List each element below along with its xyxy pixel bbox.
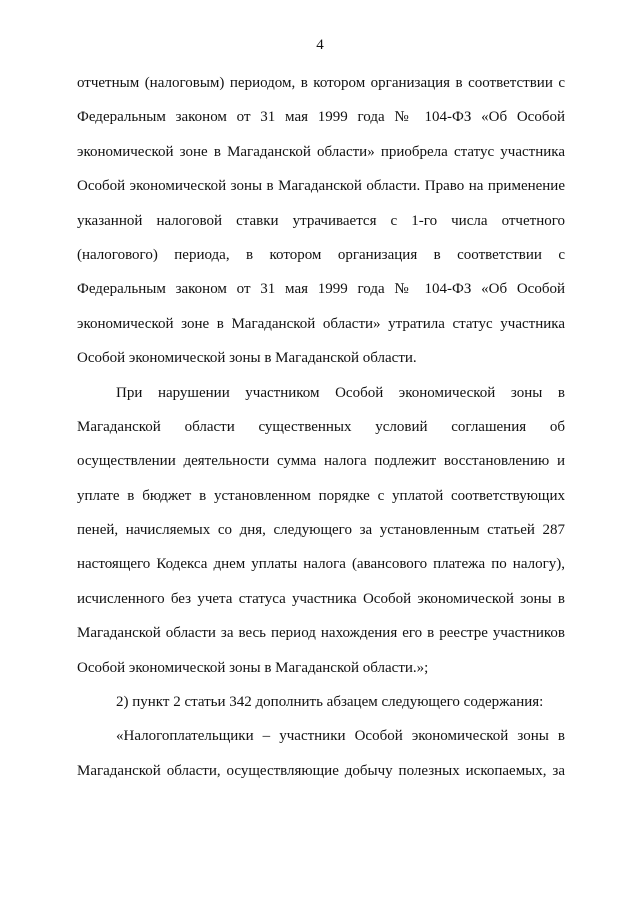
- text-line: отчетным (налоговым) периодом, в котором организация в соответствии с: [77, 75, 565, 91]
- text-line: исчисленного без учета статуса участника Особой экономической зоны в: [77, 590, 565, 607]
- text-line: Особой экономической зоны в Магаданской области.»;: [77, 659, 429, 676]
- text-line: Федеральным законом от 31 мая 1999 года № 104-ФЗ «Об Особой: [77, 109, 565, 126]
- text-line: Магаданской области, осуществляющие добычу полезных ископаемых, за: [77, 762, 565, 779]
- text-line: настоящего Кодекса днем уплаты налога (авансового платежа по налогу),: [77, 556, 565, 573]
- text-line: уплате в бюджет в установленном порядке с уплатой соответствующих: [77, 487, 565, 504]
- text-line: пеней, начисляемых со дня, следующего за установленным статьей 287: [77, 522, 565, 539]
- text-line: указанной налоговой ставки утрачивается с 1-го числа отчетного: [77, 212, 565, 229]
- body-text: [77, 66, 565, 788]
- text-line: экономической зоне в Магаданской области» утратила статус участника: [77, 315, 565, 332]
- text-line: Особой экономической зоны в Магаданской области. Право на применение: [77, 178, 565, 195]
- text-line: (налогового) периода, в котором организация в соответствии с: [77, 246, 565, 263]
- text-line: «Налогоплательщики – участники Особой экономической зоны в: [116, 728, 565, 745]
- text-line: Магаданской области существенных условий соглашения об: [77, 418, 565, 435]
- text-line: При нарушении участником Особой экономической зоны в: [116, 384, 565, 401]
- text-line: 2) пункт 2 статьи 342 дополнить абзацем следующего содержания:: [116, 694, 544, 711]
- text-line: осуществлении деятельности сумма налога подлежит восстановлению и: [77, 453, 565, 470]
- text-line: Особой экономической зоны в Магаданской области.: [77, 350, 417, 367]
- text-line: Магаданской области за весь период нахождения его в реестре участников: [77, 625, 565, 642]
- text-line: Федеральным законом от 31 мая 1999 года № 104-ФЗ «Об Особой: [77, 281, 565, 298]
- text-line: экономической зоне в Магаданской области» приобрела статус участника: [77, 143, 565, 160]
- page-number: 4: [316, 37, 324, 53]
